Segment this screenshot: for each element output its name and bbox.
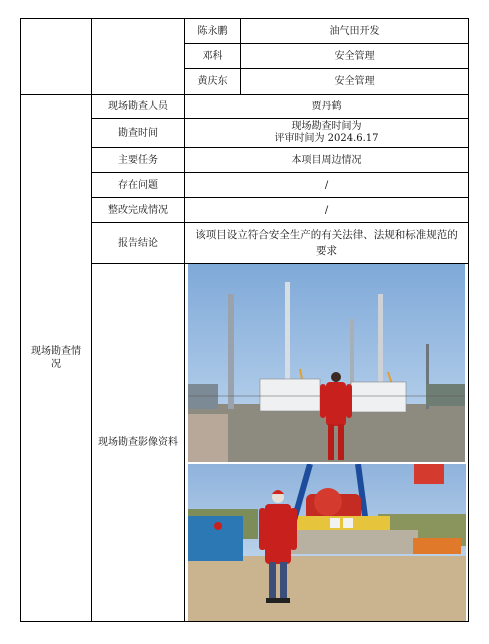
site-photo-1-image — [188, 264, 465, 462]
site-photo-2-image — [188, 464, 466, 621]
site-photo-2 — [188, 464, 466, 621]
rectify-value: / — [324, 204, 329, 216]
conclusion-value: 该项目设立符合安全生产的有关法律、法规和标准规范的要求 — [195, 229, 458, 257]
top-row-2-name: 邓科 — [202, 50, 223, 62]
task-label: 主要任务 — [118, 154, 158, 166]
inspector-label: 现场勘查人员 — [108, 101, 168, 112]
images-label: 现场勘查影像资料 — [98, 437, 178, 448]
time-value-line2: 评审时间为 2024.6.17 — [274, 133, 379, 144]
top-row-2-role: 安全管理 — [334, 50, 375, 62]
task-value: 本项目周边情况 — [291, 154, 362, 166]
issues-label: 存在问题 — [118, 179, 158, 191]
top-row-1-name: 陈永鹏 — [197, 25, 228, 37]
section-label: 现场勘查情况 — [31, 346, 81, 370]
top-row-1-role: 油气田开发 — [329, 25, 380, 37]
table-border-bottom — [20, 621, 469, 622]
issues-value: / — [324, 179, 329, 191]
inspector-value: 贾丹鹤 — [311, 101, 342, 112]
time-value-line1: 现场勘查时间为 — [291, 121, 362, 132]
conclusion-label: 报告结论 — [118, 237, 158, 249]
top-row-3-name: 黄庆东 — [197, 76, 228, 87]
top-row-3-role: 安全管理 — [334, 76, 375, 87]
rectify-label: 整改完成情况 — [108, 204, 168, 216]
time-label: 勘查时间 — [118, 127, 158, 139]
table-border-right — [468, 18, 469, 622]
site-photo-1 — [188, 264, 465, 462]
time-value — [185, 119, 468, 147]
